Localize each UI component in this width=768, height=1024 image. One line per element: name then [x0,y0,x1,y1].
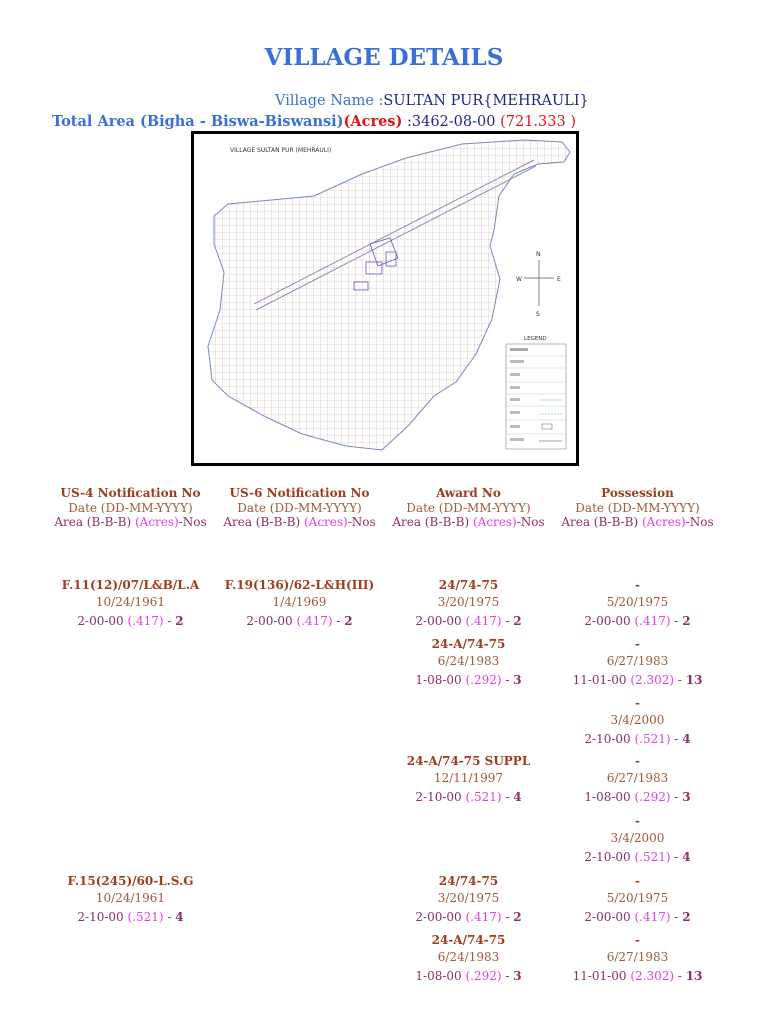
entry-area-bbb: 2-00-00 [415,910,462,924]
entry-area-nos: 2 [175,614,184,628]
entry-area [381,968,556,985]
entry-area-acres: (.292) [630,790,671,804]
entry-area-nos: 4 [175,910,184,924]
entry-possession [550,753,725,806]
entry-area-bbb: 2-00-00 [246,614,293,628]
column-area-caption: Area (B-B-B) (Acres)-Nos [561,515,714,529]
total-area-acres-value: (721.333 ) [495,114,576,130]
entry-area-sep: - [501,614,514,628]
entry-area [550,849,725,866]
entry-area-bbb: 2-10-00 [415,790,462,804]
entry-date: 12/11/1997 [433,771,504,785]
entry-date: 6/24/1983 [437,654,500,668]
entry-date: 3/20/1975 [437,595,500,609]
entry-area-acres: (.417) [630,614,671,628]
column-date-caption: Date (DD-MM-YYYY) [237,501,362,515]
column-area-caption: Area (B-B-B) (Acres)-Nos [223,515,376,529]
entry-number: F.19(136)/62-L&H(III) [224,578,375,592]
entry-date: 1/4/1969 [272,595,327,609]
entry-date: 3/4/2000 [610,713,665,727]
entry-area-bbb: 1-08-00 [415,673,462,687]
entry-us6 [212,577,387,630]
entry-area [550,731,725,748]
entry-date: 5/20/1975 [606,891,669,905]
compass-rose [516,251,561,318]
entry-date: 6/24/1983 [437,950,500,964]
entry-area-acres: (2.302) [626,673,675,687]
entry-area-sep: - [670,910,683,924]
total-area-value: 3462-08-00 [411,114,496,130]
entry-area [43,613,218,630]
total-area-sep: : [402,114,412,130]
entry-area-nos: 4 [682,850,691,864]
entry-area-sep: - [670,850,683,864]
entry-award [381,636,556,689]
entry-area [550,789,725,806]
entry-possession [550,695,725,748]
entry-area-bbb: 2-00-00 [415,614,462,628]
entry-date: 6/27/1983 [606,654,669,668]
entry-area-bbb: 11-01-00 [572,673,627,687]
entry-area [381,613,556,630]
column-area-caption: Area (B-B-B) (Acres)-Nos [54,515,207,529]
entry-number: - [635,578,640,592]
entry-area-acres: (.417) [292,614,333,628]
map-title: VILLAGE SULTAN PUR (MEHRAULI) [230,147,332,154]
entry-possession [550,873,725,926]
entry-area-nos: 4 [682,732,691,746]
entry-area-acres: (.417) [461,910,502,924]
entry-area-bbb: 11-01-00 [572,969,627,983]
entry-area-acres: (.417) [630,910,671,924]
entry-area-bbb: 2-10-00 [584,850,631,864]
entry-area-nos: 13 [685,673,703,687]
entry-area [43,909,218,926]
legend-title: LEGEND [524,336,547,342]
total-area-label: Total Area (Bigha - Biswa-Biswansi) [52,113,344,130]
column-title: US-6 Notification No [229,486,370,500]
entry-number: 24-A/74-75 SUPPL [406,754,531,768]
entry-area-sep: - [674,673,686,687]
entry-area-sep: - [501,969,514,983]
compass-w-label: W [516,276,522,283]
entry-area-acres: (.521) [123,910,164,924]
entry-date: 6/27/1983 [606,771,669,785]
entry-area-sep: - [670,732,683,746]
compass-n-label: N [536,251,541,258]
total-area-acres-label: (Acres) [343,113,403,130]
compass-e-label: E [557,276,561,283]
entry-area-nos: 3 [682,790,691,804]
entry-us4 [43,873,218,926]
entry-area [550,909,725,926]
entry-number: 24/74-75 [438,578,499,592]
entry-area-bbb: 2-00-00 [584,614,631,628]
entry-area-acres: (.292) [461,969,502,983]
entry-area-acres: (.521) [461,790,502,804]
entry-area [550,613,725,630]
entry-area-sep: - [501,790,514,804]
entry-area-acres: (.417) [123,614,164,628]
entry-area-sep: - [674,969,686,983]
entry-date: 10/24/1961 [95,595,166,609]
entry-area-sep: - [163,614,176,628]
entry-area-acres: (.292) [461,673,502,687]
entry-possession [550,813,725,866]
entry-number: 24-A/74-75 [431,637,506,651]
column-date-caption: Date (DD-MM-YYYY) [406,501,531,515]
entry-number: - [635,874,640,888]
entry-number: F.11(12)/07/L&B/L.A [61,578,200,592]
entry-area-nos: 2 [344,614,353,628]
village-map-drawing [194,134,576,463]
column-header-us4 [43,486,218,529]
column-header-award [381,486,556,529]
column-title: US-4 Notification No [60,486,201,500]
entry-area-nos: 2 [682,614,691,628]
compass-s-label: S [536,311,540,318]
entry-area-sep: - [163,910,176,924]
entry-number: 24/74-75 [438,874,499,888]
entry-number: - [635,637,640,651]
village-map [191,131,579,466]
entry-area-nos: 2 [513,910,522,924]
column-date-caption: Date (DD-MM-YYYY) [68,501,193,515]
entry-area-bbb: 2-00-00 [584,910,631,924]
entry-number: F.15(245)/60-L.S.G [67,874,194,888]
entry-date: 5/20/1975 [606,595,669,609]
entry-area-nos: 13 [685,969,703,983]
column-area-caption: Area (B-B-B) (Acres)-Nos [392,515,545,529]
entry-area [550,672,725,689]
entry-area-bbb: 2-00-00 [77,614,124,628]
entry-award [381,932,556,985]
entry-area-acres: (.521) [630,732,671,746]
entry-area-sep: - [332,614,345,628]
entry-possession [550,577,725,630]
entry-possession [550,636,725,689]
entry-number: 24-A/74-75 [431,933,506,947]
entry-area [381,672,556,689]
entry-date: 3/4/2000 [610,831,665,845]
entry-date: 6/27/1983 [606,950,669,964]
page-title: VILLAGE DETAILS [264,44,504,71]
map-legend [506,336,566,449]
entry-area-bbb: 2-10-00 [77,910,124,924]
entry-award [381,753,556,806]
entry-number: - [635,754,640,768]
entry-area-nos: 2 [513,614,522,628]
total-area [52,113,576,130]
entry-number: - [635,814,640,828]
entry-award [381,873,556,926]
entry-possession [550,932,725,985]
column-header-possession [550,486,725,529]
column-date-caption: Date (DD-MM-YYYY) [575,501,700,515]
entry-date: 3/20/1975 [437,891,500,905]
entry-area-bbb: 1-08-00 [415,969,462,983]
entry-area-acres: (2.302) [626,969,675,983]
entry-number: - [635,933,640,947]
entry-area-sep: - [501,910,514,924]
entry-us4 [43,577,218,630]
entry-area-nos: 4 [513,790,522,804]
entry-area [212,613,387,630]
column-header-us6 [212,486,387,529]
village-name [275,93,589,109]
entry-area-sep: - [670,790,683,804]
entry-area [550,968,725,985]
entry-award [381,577,556,630]
entry-area-bbb: 1-08-00 [584,790,631,804]
entry-area-nos: 3 [513,673,522,687]
entry-number: - [635,696,640,710]
column-title: Award No [436,486,501,500]
entry-area-acres: (.521) [630,850,671,864]
entry-area [381,789,556,806]
entry-area-nos: 2 [682,910,691,924]
entry-area-sep: - [670,614,683,628]
village-name-value: SULTAN PUR{MEHRAULI} [383,93,589,109]
entry-area-acres: (.417) [461,614,502,628]
entry-area-nos: 3 [513,969,522,983]
village-name-label: Village Name : [275,93,384,109]
entry-date: 10/24/1961 [95,891,166,905]
entry-area-sep: - [501,673,514,687]
entry-area [381,909,556,926]
entry-area-bbb: 2-10-00 [584,732,631,746]
column-title: Possession [601,486,674,500]
